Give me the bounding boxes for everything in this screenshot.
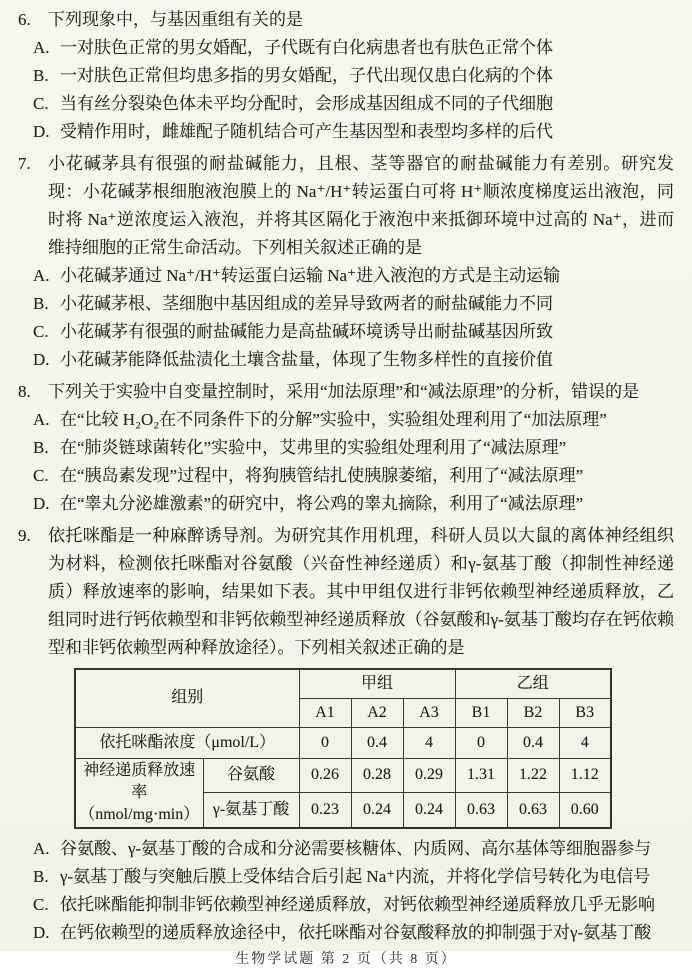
question-7-stem: 小花碱茅具有很强的耐盐碱能力，且根、茎等器官的耐盐碱能力有差别。研究发现：小花碱茅根细胞液泡膜上的 Na⁺/H⁺转运蛋白可将 H⁺顺浓度梯度运出液泡，同时将 Na⁺逆浓度运入液泡，并将其区隔化于液泡中来抵御环境中过高的 Na⁺，进而维持细胞的正常生命活动。下列相关叙述正确的是 (48, 154, 674, 257)
q9-option-a (18, 835, 674, 863)
q7-option-b-label: B. (33, 294, 49, 313)
q7-option-a-text: 小花碱茅通过 Na⁺/H⁺转运蛋白运输 Na⁺进入液泡的方式是主动运输 (60, 266, 561, 285)
q9-option-c-label: C. (33, 894, 49, 914)
q6-option-c-label: C. (33, 94, 49, 113)
table-cell-conc-a2: 0.4 (351, 727, 403, 758)
question-8-number: 8. (18, 382, 31, 401)
q6-option-b-text: 一对肤色正常但均患多指的男女婚配，子代出现仅患白化病的个体 (60, 66, 553, 85)
q9-option-b-label: B. (33, 866, 49, 886)
question-9-number: 9. (18, 526, 31, 545)
question-7 (18, 150, 674, 374)
table-cell-gaba-a2: 0.24 (351, 793, 403, 828)
q7-option-b (18, 290, 674, 318)
table-cell-gaba-a1: 0.23 (299, 793, 351, 828)
q9-option-c-text: 依托咪酯能抑制非钙依赖型神经递质释放，对钙依赖型神经递质释放几乎无影响 (60, 894, 655, 914)
q6-option-a (18, 34, 674, 62)
table-cell-glu-a1: 0.26 (299, 758, 351, 793)
q6-option-b (18, 62, 674, 90)
q8-option-c-label: C. (33, 466, 49, 485)
table-cell-gaba-b3: 0.60 (559, 793, 611, 828)
table-rate-label-line1: 神经递质释放速率 (83, 761, 196, 801)
q7-option-c-label: C. (33, 322, 49, 341)
q8-option-b-text: 在“肺炎链球菌转化”实验中，艾弗里的实验组处理利用了“减法原理” (60, 438, 567, 457)
table-cell-conc-b2: 0.4 (507, 727, 559, 758)
q8-option-d-label: D. (33, 494, 50, 513)
question-6-head (18, 6, 674, 34)
q9-option-a-label: A. (33, 838, 50, 858)
q8-option-c-text: 在“胰岛素发现”过程中，将狗胰管结扎使胰腺萎缩，利用了“减法原理” (60, 466, 584, 485)
q8-option-b (18, 434, 674, 462)
question-6 (18, 6, 674, 146)
table-concentration-label: 依托咪酯浓度（μmol/L） (75, 727, 299, 758)
question-9 (18, 522, 674, 947)
table-col-header-a1: A1 (299, 698, 351, 727)
table-col-header-b3: B3 (559, 698, 611, 727)
question-9-head (18, 522, 674, 662)
table-cell-gaba-b2: 0.63 (507, 793, 559, 828)
table-col-header-b2: B2 (507, 698, 559, 727)
q6-option-a-text: 一对肤色正常的男女婚配，子代既有白化病患者也有肤色正常个体 (60, 38, 553, 57)
table-cell-conc-b1: 0 (455, 727, 507, 758)
question-9-stem: 依托咪酯是一种麻醉诱导剂。为研究其作用机理，科研人员以大鼠的离体神经组织为材料，检测依托咪酯对谷氨酸（兴奋性神经递质）和γ-氨基丁酸（抑制性神经递质）释放速率的影响，结果如下表。其中甲组仅进行非钙依赖型神经递质释放，乙组同时进行钙依赖型和非钙依赖型神经递质释放（谷氨酸和γ-氨基丁酸均存在钙依赖型和非钙依赖型两种释放途径）。下列相关叙述正确的是 (48, 526, 674, 657)
question-8-stem: 下列关于实验中自变量控制时，采用“加法原理”和“减法原理”的分析，错误的是 (48, 382, 640, 401)
q8-option-a-label: A. (33, 410, 50, 429)
q7-option-c (18, 318, 674, 346)
table-cell-glu-b2: 1.22 (507, 758, 559, 793)
q7-option-b-text: 小花碱茅根、茎细胞中基因组成的差异导致两者的耐盐碱能力不同 (60, 294, 553, 313)
q8-option-a (18, 406, 674, 434)
q9-option-b (18, 863, 674, 891)
question-8 (18, 378, 674, 518)
table-col-header-a3: A3 (403, 698, 455, 727)
q8-option-c (18, 462, 674, 490)
table-glutamate-label: 谷氨酸 (203, 758, 299, 793)
q9-option-d-text: 在钙依赖型的递质释放途径中，依托咪酯对谷氨酸释放的抑制强于对γ-氨基丁酸 (60, 922, 652, 942)
table-cell-conc-b3: 4 (559, 727, 611, 758)
question-6-stem: 下列现象中，与基因重组有关的是 (48, 10, 303, 29)
q9-option-c (18, 891, 674, 919)
q9-option-d-label: D. (33, 922, 50, 942)
q8-option-a-text: 在“比较 H₂O₂在不同条件下的分解”实验中，实验组处理利用了“加法原理” (60, 410, 607, 429)
q6-option-d-label: D. (33, 122, 50, 141)
q6-option-a-label: A. (33, 38, 50, 57)
q6-option-b-label: B. (33, 66, 49, 85)
table-group-b-header: 乙组 (455, 669, 611, 698)
table-col-header-a2: A2 (351, 698, 403, 727)
q6-option-d (18, 118, 674, 146)
q7-option-d-text: 小花碱茅能降低盐渍化土壤含盐量，体现了生物多样性的直接价值 (60, 350, 553, 369)
question-7-number: 7. (18, 154, 31, 173)
table-corner-cell: 组别 (75, 669, 299, 727)
table-cell-glu-b3: 1.12 (559, 758, 611, 793)
table-group-a-header: 甲组 (299, 669, 455, 698)
table-cell-glu-a3: 0.29 (403, 758, 455, 793)
q9-option-a-text: 谷氨酸、γ-氨基丁酸的合成和分泌需要核糖体、内质网、高尔基体等细胞器参与 (60, 838, 652, 858)
table-rate-label-line2: （nmol/mg·min） (79, 805, 200, 823)
table-cell-glu-b1: 1.31 (455, 758, 507, 793)
q8-option-d (18, 490, 674, 518)
table-cell-glu-a2: 0.28 (351, 758, 403, 793)
page-footer-text: 生物学试题 第 2 页（共 8 页） (235, 952, 457, 967)
q8-option-d-text: 在“睾丸分泌雄激素”的研究中，将公鸡的睾丸摘除，利用了“减法原理” (60, 494, 584, 513)
q7-option-c-text: 小花碱茅有很强的耐盐碱能力是高盐碱环境诱导出耐盐碱基因所致 (60, 322, 553, 341)
question-8-head (18, 378, 674, 406)
question-7-head (18, 150, 674, 262)
table-rate-label (75, 758, 203, 828)
q7-option-a (18, 262, 674, 290)
q7-option-d-label: D. (33, 350, 50, 369)
page-footer (0, 944, 692, 967)
table-cell-conc-a3: 4 (403, 727, 455, 758)
table-cell-gaba-b1: 0.63 (455, 793, 507, 828)
table-col-header-b1: B1 (455, 698, 507, 727)
q9-option-d (18, 919, 674, 947)
q6-option-c (18, 90, 674, 118)
q8-option-b-label: B. (33, 438, 49, 457)
table-cell-gaba-a3: 0.24 (403, 793, 455, 828)
q7-option-a-label: A. (33, 266, 50, 285)
q7-option-d (18, 346, 674, 374)
q9-option-b-text: γ-氨基丁酸与突触后膜上受体结合后引起 Na⁺内流，并将化学信号转化为电信号 (60, 866, 651, 886)
table-gaba-label: γ-氨基丁酸 (203, 793, 299, 828)
q6-option-c-text: 当有丝分裂染色体未平均分配时，会形成基因组成不同的子代细胞 (60, 94, 553, 113)
question-6-number: 6. (18, 10, 31, 29)
results-table (74, 668, 612, 829)
table-cell-conc-a1: 0 (299, 727, 351, 758)
q6-option-d-text: 受精作用时，雌雄配子随机结合可产生基因型和表型均多样的后代 (60, 122, 553, 141)
